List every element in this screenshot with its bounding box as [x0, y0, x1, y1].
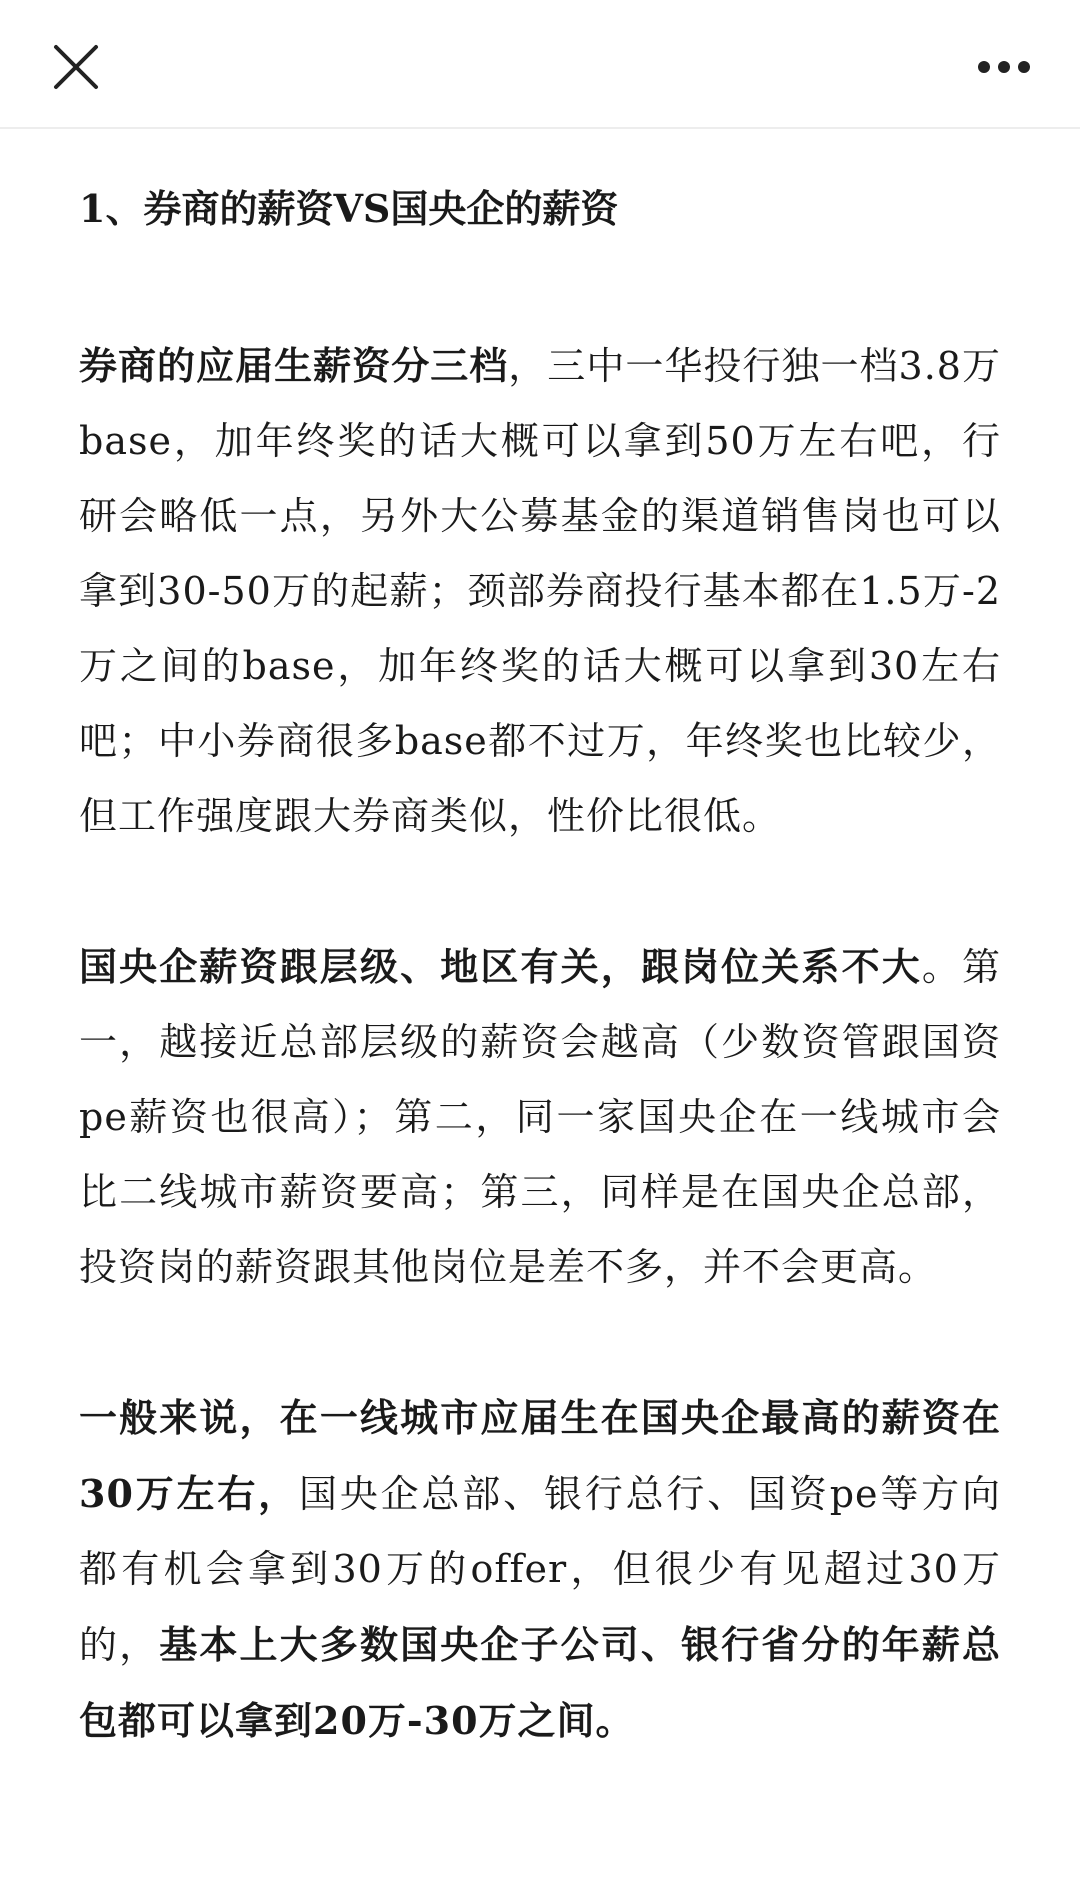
paragraph-general-summary: [79, 1380, 1001, 1759]
paragraph-soe-salary: [79, 929, 1001, 1305]
body-text: 。第一，越接近总部层级的薪资会越高（少数资管跟国资pe薪资也很高）；第二，同一家国央企在一线城市会比二线城市薪资要高；第三，同样是在国央企总部，投资岗的薪资跟其他岗位是差不多，并不会更高。: [79, 945, 1001, 1289]
bold-text: 国央企薪资跟层级、地区有关，跟岗位关系不大: [79, 944, 922, 989]
article-heading: 1、券商的薪资VS国央企的薪资: [79, 186, 619, 231]
bold-text: 一般来说，在一线城市应届生在国央企最高的薪资在30万左右，: [79, 1395, 1001, 1516]
body-text: 国央企总部、银行总行、国资pe等方向都有机会拿到30万的offer，但很少有见超过30万的，: [79, 1472, 1001, 1667]
bold-text: 券商的应届生薪资分三档: [79, 343, 509, 388]
more-horizontal-icon: [976, 59, 1032, 75]
bold-text: 基本上大多数国央企子公司、银行省分的年薪总包都可以拿到20万-30万之间。: [79, 1622, 1001, 1743]
body-text: ，三中一华投行独一档3.8万base，加年终奖的话大概可以拿到50万左右吧，行研会略低一点，另外大公募基金的渠道销售岗也可以拿到30-50万的起薪；颈部券商投行基本都在1.5万-2万之间的base，加年终奖的话大概可以拿到30左右吧；中小券商很多base都不过万，年终奖也比较少，但工作强度跟大券商类似，性价比很低。: [79, 344, 1001, 838]
close-button[interactable]: [28, 27, 124, 107]
article-content: [79, 183, 1001, 1834]
more-button[interactable]: [956, 27, 1052, 107]
top-bar: [0, 0, 1080, 129]
paragraph-broker-salary: [79, 328, 1001, 854]
close-icon: [52, 43, 100, 91]
